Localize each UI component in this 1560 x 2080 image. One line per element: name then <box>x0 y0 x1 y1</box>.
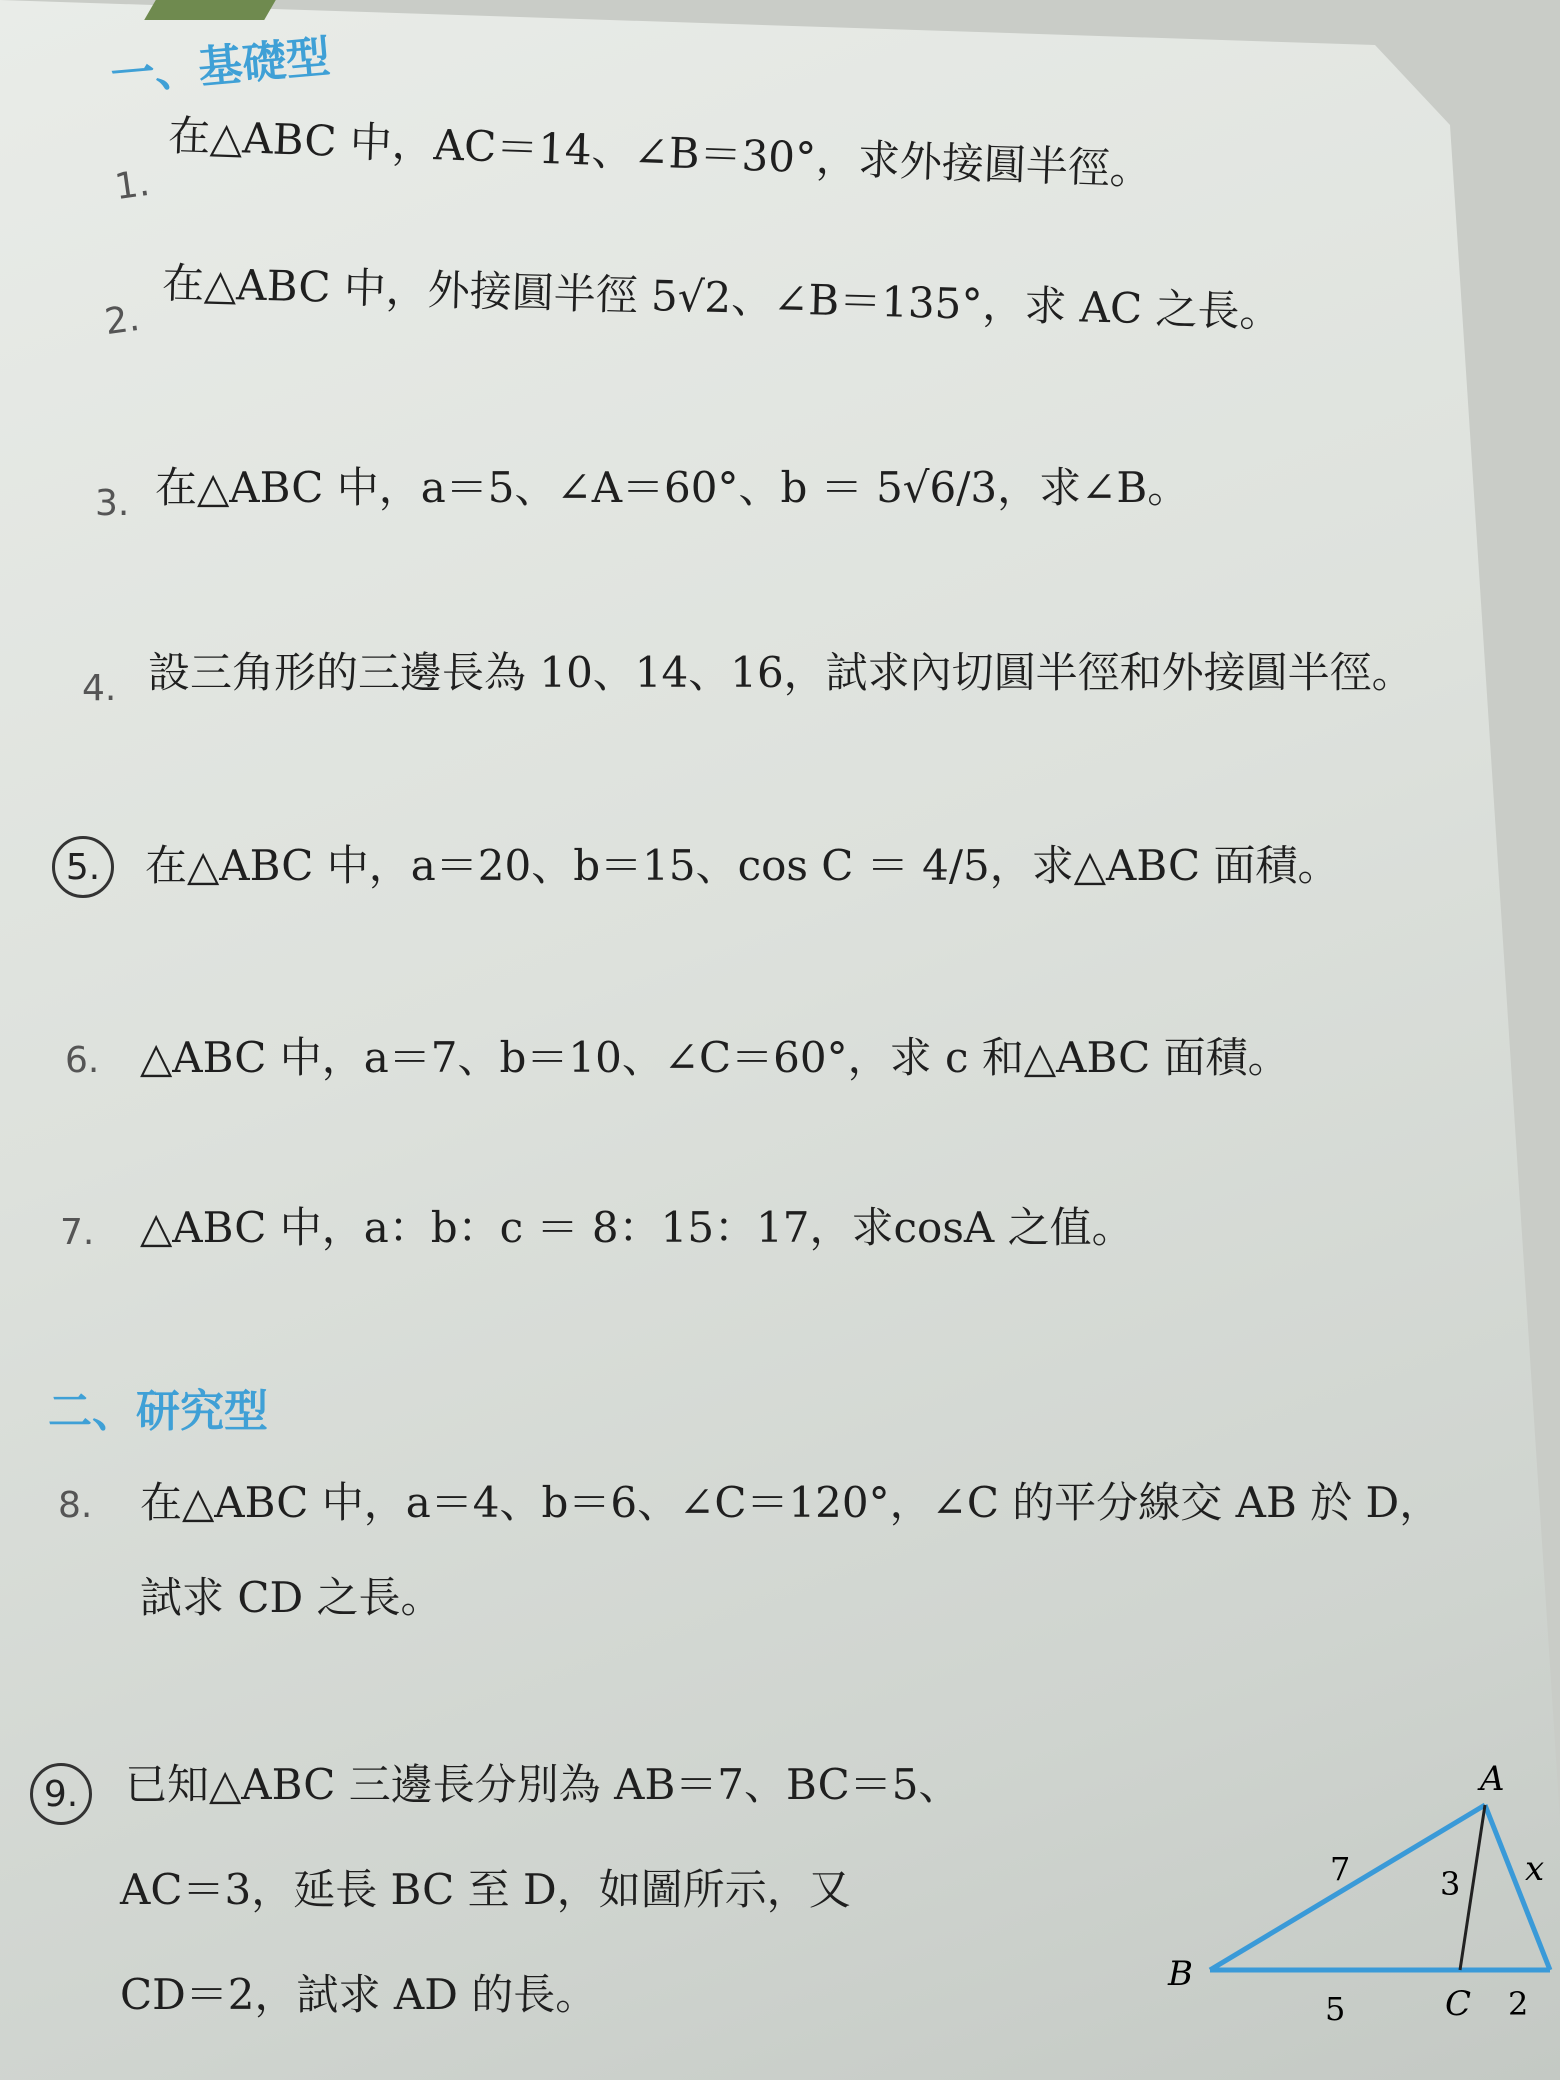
question-8-line2: 試求 CD 之長。 <box>140 1573 443 1622</box>
question-1-number: 1. <box>112 162 153 209</box>
label-a: A <box>1480 1760 1505 1799</box>
question-7-text: △ABC 中，a：b：c ＝ 8：15：17，求cosA 之值。 <box>140 1203 1134 1252</box>
question-9-line1: 已知△ABC 三邊長分別為 AB＝7、BC＝5、 <box>125 1760 961 1809</box>
question-6-text: △ABC 中，a＝7、b＝10、∠C＝60°，求 c 和△ABC 面積。 <box>140 1033 1290 1082</box>
label-x: x <box>1525 1849 1545 1889</box>
question-2-number: 2. <box>102 297 143 344</box>
section-basic-title: 一、基礎型 <box>108 31 333 102</box>
label-ac-length: 3 <box>1440 1865 1461 1903</box>
question-9-line3: CD＝2，試求 AD 的長。 <box>120 1970 598 2019</box>
question-6-number: 6. <box>65 1040 100 1081</box>
question-9-line2: AC＝3，延長 BC 至 D，如圖所示，又 <box>120 1865 851 1914</box>
question-8-number: 8. <box>58 1485 93 1526</box>
question-7-number: 7. <box>60 1212 95 1253</box>
question-4-number: 4. <box>82 668 117 709</box>
label-ab-length: 7 <box>1330 1850 1351 1888</box>
section-research-title: 二、研究型 <box>48 1386 268 1437</box>
page-tab <box>144 0 276 20</box>
question-5-number: 5. <box>52 836 114 898</box>
question-3-text: 在△ABC 中，a＝5、∠A＝60°、b ＝ 5√6/3，求∠B。 <box>155 463 1190 512</box>
label-b: B <box>1168 1954 1193 1994</box>
question-4-text: 設三角形的三邊長為 10、14、16，試求內切圓半徑和外接圓半徑。 <box>148 648 1414 697</box>
question-5-text: 在△ABC 中，a＝20、b＝15、cos C ＝ 4/5，求△ABC 面積。 <box>145 841 1340 890</box>
triangle-diagram <box>1150 1760 1560 2060</box>
question-8-line1: 在△ABC 中，a＝4、b＝6、∠C＝120°，∠C 的平分線交 AB 於 D， <box>140 1478 1442 1527</box>
label-cd-length: 2 <box>1508 1985 1529 2023</box>
line-ac <box>1460 1805 1485 1970</box>
question-9-number: 9. <box>30 1763 92 1825</box>
question-1-text: 在△ABC 中，AC＝14、∠B＝30°，求外接圓半徑。 <box>167 110 1153 195</box>
label-c: C <box>1445 1984 1472 2024</box>
question-3-number: 3. <box>95 483 130 524</box>
label-bc-length: 5 <box>1325 1990 1346 2028</box>
question-2-text: 在△ABC 中，外接圓半徑 5√2、∠B＝135°，求 AC 之長。 <box>161 258 1283 337</box>
